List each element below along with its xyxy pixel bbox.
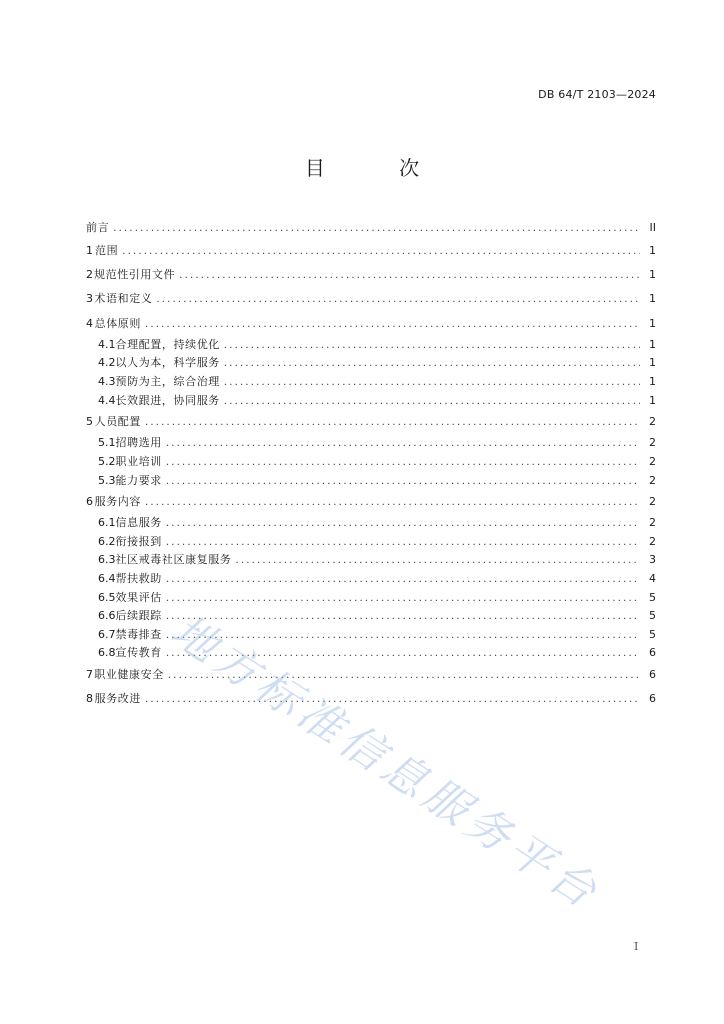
toc-entry[interactable] (86, 663, 656, 687)
page-number: I (634, 940, 639, 953)
toc-entry-page: 4 (649, 572, 656, 586)
toc-entry-number: 2 (86, 268, 93, 282)
toc-entry-page: 1 (649, 268, 656, 282)
toc-entry-label: 服务内容 (94, 495, 141, 509)
toc-entry-page: 3 (649, 553, 656, 567)
toc-subentry[interactable] (86, 514, 656, 533)
toc-entry-number: 6.8 (98, 646, 116, 660)
toc-entry-page: 2 (649, 436, 656, 450)
toc-leader-dots (166, 473, 640, 491)
toc-entry-label: 前言 (86, 221, 110, 234)
toc-leader-dots (166, 534, 640, 552)
toc-leader-dots (236, 552, 641, 570)
toc-leader-dots (166, 627, 640, 645)
toc-leader-dots (224, 393, 640, 411)
toc-leader-dots (145, 688, 640, 712)
toc-entry-label: 宣传教育 (115, 646, 162, 660)
toc-entry[interactable] (86, 410, 656, 434)
toc-entry-label: 规范性引用文件 (94, 268, 176, 282)
toc-leader-dots (113, 217, 640, 241)
watermark: 地方标准信息服务平台 (162, 605, 610, 921)
toc-entry-page: 5 (649, 590, 656, 604)
toc-entry-number: 6.1 (98, 516, 116, 530)
toc-entry-page: 1 (649, 244, 656, 257)
toc-subentry[interactable] (86, 373, 656, 392)
toc-leader-dots (166, 645, 640, 663)
toc-leader-dots (166, 515, 640, 533)
toc-entry-number: 4.2 (98, 356, 116, 370)
toc-entry-label: 禁毒排查 (115, 627, 162, 641)
toc-entry-number: 5.3 (98, 473, 116, 487)
toc-entry-page: 2 (649, 534, 656, 548)
toc-leader-dots (122, 240, 640, 264)
toc-subentry[interactable] (86, 354, 656, 373)
toc-subentry[interactable] (86, 453, 656, 472)
toc-entry-label: 人员配置 (94, 415, 141, 429)
toc-entry-page: 1 (649, 337, 656, 351)
toc-entry-number: 5.2 (98, 454, 116, 468)
toc-entry[interactable] (86, 490, 656, 514)
toc-entry-page: 1 (649, 356, 656, 370)
table-of-contents (86, 216, 656, 711)
toc-subentry[interactable] (86, 607, 656, 626)
toc-entry-number: 5 (86, 415, 93, 429)
toc-entry-page: 2 (649, 495, 656, 509)
toc-entry-page: 2 (649, 415, 656, 429)
toc-entry-label: 社区戒毒社区康复服务 (115, 553, 232, 567)
toc-entry[interactable] (86, 287, 656, 311)
toc-entry-page: 2 (649, 454, 656, 468)
toc-entry-number: 1 (86, 244, 93, 257)
toc-entry-label: 职业健康安全 (94, 668, 164, 682)
toc-subentry[interactable] (86, 626, 656, 645)
toc-entry-label: 预防为主，综合治理 (115, 374, 220, 388)
toc-entry-number: 4.4 (98, 393, 116, 407)
toc-entry-label: 长效跟进，协同服务 (115, 393, 220, 407)
toc-leader-dots (166, 435, 640, 453)
toc-entry-label: 衔接报到 (115, 534, 162, 548)
toc-entry[interactable] (86, 239, 656, 263)
toc-entry-page: 6 (649, 646, 656, 660)
toc-entry-label: 帮扶救助 (115, 572, 162, 586)
toc-entry-label: 招聘选用 (115, 436, 162, 450)
toc-leader-dots (166, 608, 640, 626)
toc-entry[interactable] (86, 263, 656, 287)
toc-entry-number: 6.6 (98, 609, 116, 623)
toc-subentry[interactable] (86, 434, 656, 453)
toc-entry-number: 3 (86, 292, 93, 306)
toc-subentry[interactable] (86, 551, 656, 570)
toc-entry-number: 6.5 (98, 590, 116, 604)
toc-entry-number: 6.7 (98, 627, 116, 641)
toc-entry-number: 5.1 (98, 436, 116, 450)
toc-leader-dots (224, 337, 640, 355)
toc-entry[interactable] (86, 687, 656, 711)
toc-entry-page: II (649, 221, 656, 234)
toc-entry-label: 范围 (95, 244, 119, 257)
toc-entry-label: 术语和定义 (94, 292, 153, 306)
toc-leader-dots (145, 313, 640, 337)
toc-leader-dots (145, 411, 640, 435)
toc-entry-label: 以人为本，科学服务 (115, 356, 220, 370)
toc-leader-dots (168, 664, 640, 688)
toc-entry-number: 6.4 (98, 572, 116, 586)
toc-entry-number: 6.2 (98, 534, 116, 548)
toc-entry-number: 6.3 (98, 553, 116, 567)
toc-entry-label: 服务改进 (94, 692, 141, 706)
toc-leader-dots (224, 355, 640, 373)
toc-subentry[interactable] (86, 589, 656, 608)
toc-entry-page: 6 (649, 692, 656, 706)
toc-entry-page: 1 (649, 316, 656, 330)
page-title: 目 次 (304, 156, 454, 180)
toc-entry-page: 6 (649, 668, 656, 682)
toc-subentry[interactable] (86, 533, 656, 552)
toc-entry-number: 4 (86, 316, 93, 330)
toc-leader-dots (179, 264, 640, 288)
toc-leader-dots (166, 590, 640, 608)
toc-entry-page: 1 (649, 374, 656, 388)
toc-entry-label: 信息服务 (115, 516, 162, 530)
toc-entry-number: 6 (86, 495, 93, 509)
toc-entry[interactable] (86, 216, 656, 239)
toc-entry-page: 5 (649, 609, 656, 623)
toc-entry-number: 8 (86, 692, 93, 706)
toc-leader-dots (224, 374, 640, 392)
toc-entry-number: 4.1 (98, 337, 116, 351)
standard-number: DB 64/T 2103—2024 (538, 88, 656, 101)
toc-entry-label: 职业培训 (115, 454, 162, 468)
toc-entry-label: 合理配置，持续优化 (115, 337, 220, 351)
toc-entry-page: 5 (649, 627, 656, 641)
toc-entry-label: 后续跟踪 (115, 609, 162, 623)
toc-leader-dots (145, 491, 640, 515)
toc-entry-number: 4.3 (98, 374, 116, 388)
toc-leader-dots (156, 288, 640, 312)
toc-entry-number: 7 (86, 668, 93, 682)
toc-entry-page: 1 (649, 292, 656, 306)
toc-leader-dots (166, 454, 640, 472)
toc-entry-label: 总体原则 (94, 316, 141, 330)
toc-subentry[interactable] (86, 644, 656, 663)
toc-subentry[interactable] (86, 472, 656, 491)
toc-entry[interactable] (86, 312, 656, 336)
toc-subentry[interactable] (86, 392, 656, 411)
toc-subentry[interactable] (86, 570, 656, 589)
toc-subentry[interactable] (86, 336, 656, 355)
toc-entry-page: 1 (649, 393, 656, 407)
toc-leader-dots (166, 571, 640, 589)
toc-entry-page: 2 (649, 516, 656, 530)
toc-entry-label: 效果评估 (115, 590, 162, 604)
toc-entry-page: 2 (649, 473, 656, 487)
toc-entry-label: 能力要求 (115, 473, 162, 487)
